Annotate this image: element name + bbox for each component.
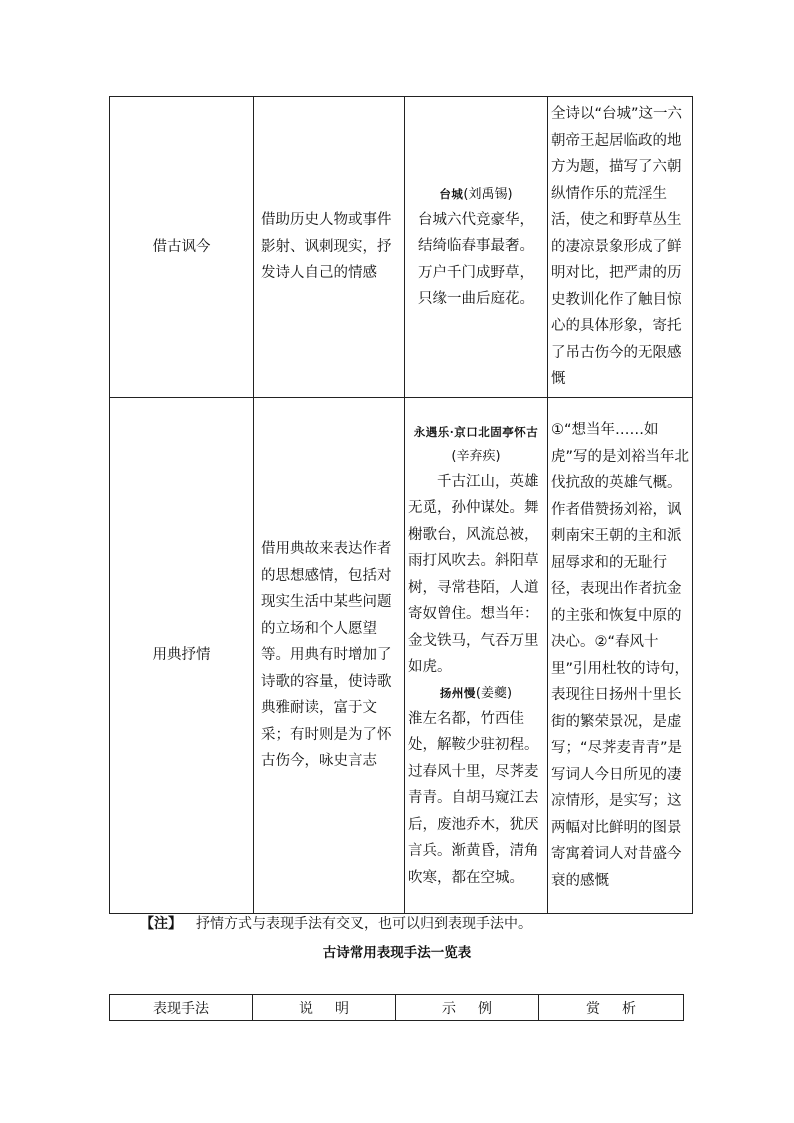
table-caption: 古诗常用表现手法一览表 [322,945,472,961]
poem-line: 台城六代竞豪华， [418,211,534,228]
poem-title: 台城 [439,186,464,201]
poem-text: 淮左名都，竹西佳处，解鞍少驻初程。过春风十里，尽荠麦青青。自胡马窥江去后，废池乔木，犹厌言兵。渐黄昏，清角吹寒，都在空城。 [408,710,539,886]
table-row [110,97,693,398]
analysis-cell [548,398,693,914]
poem-author: (辛弃疾) [451,448,501,464]
lyric-methods-table [109,96,693,914]
method-label: 用典抒情 [152,647,211,664]
explanation-text: 借用典故来表达作者的思想感情，包括对现实生活中某些问题的立场和个人愿望等。用典有时增加了诗歌的容量，使诗歌典雅耐读，富于文采；有时则是为了怀古伤今，咏史言志 [261,541,392,770]
poem-title: 扬州慢 [439,685,476,700]
note-text: 抒情方式与表现手法有交叉，也可以归到表现手法中。 [196,916,532,932]
analysis-text: ①“想当年……如虎”写的是刘裕当年北伐抗敌的英雄气概。作者借赞扬刘裕，讽刺南宋王朝的主和派屈辱求和的无耻行径，表现出作者抗金的主张和恢复中原的决心。②“春风十里”引用杜牧的诗句，表现往日扬州十里长街的繁荣景况，是虚写；“尽荠麦青青”是写词人今日所见的凄凉情形，是实写；这两幅对比鲜明的图景寄寓着词人对昔盛今衰的感慨 [551,422,690,889]
poem-title: 永遇乐·京口北固亭怀古 [413,424,539,439]
note-label: 【注】 [140,916,182,932]
footnote [140,912,532,936]
poem-text: 千古江山，英雄无觅，孙仲谋处。舞榭歌台，风流总被，雨打风吹去。斜阳草树，寻常巷陌，人道寄奴曾住。想当年：金戈铁马，气吞万里如虎。 [408,473,539,676]
poem-heading [405,182,547,207]
header-explanation: 说明 [253,995,396,1021]
header-example: 示例 [396,995,539,1021]
poem-line: 只缘一曲后庭花。 [418,291,534,307]
method-cell [110,97,254,398]
method-cell [110,398,254,914]
poem-author: (刘禹锡) [463,186,513,202]
techniques-table [109,994,684,1021]
header-analysis: 赏析 [539,995,684,1021]
poem-line: 万户千门成野草， [418,264,534,281]
header-row [110,995,684,1021]
example-cell [405,398,548,914]
table-row [110,398,693,914]
example-cell [405,97,548,398]
poem-author: (姜夔) [475,685,513,701]
poem-heading [405,681,547,706]
analysis-text: 全诗以“台城”这一六朝帝王起居临政的地方为题，描写了六朝纵情作乐的荒淫生活，使之和野草丛生的凄凉景象形成了鲜明对比，把严肃的历史教训化作了触目惊心的具体形象，寄托了吊古伤今的无限感慨 [551,106,683,388]
explanation-cell [254,398,405,914]
explanation-text: 借助历史人物或事件影射、讽刺现实，抒发诗人自己的情感 [261,212,392,282]
poem-heading [405,420,547,469]
header-method: 表现手法 [110,995,253,1021]
analysis-cell [548,97,693,398]
explanation-cell [254,97,405,398]
poem-line: 结绮临春事最奢。 [418,238,534,254]
method-label: 借古讽今 [152,238,211,255]
